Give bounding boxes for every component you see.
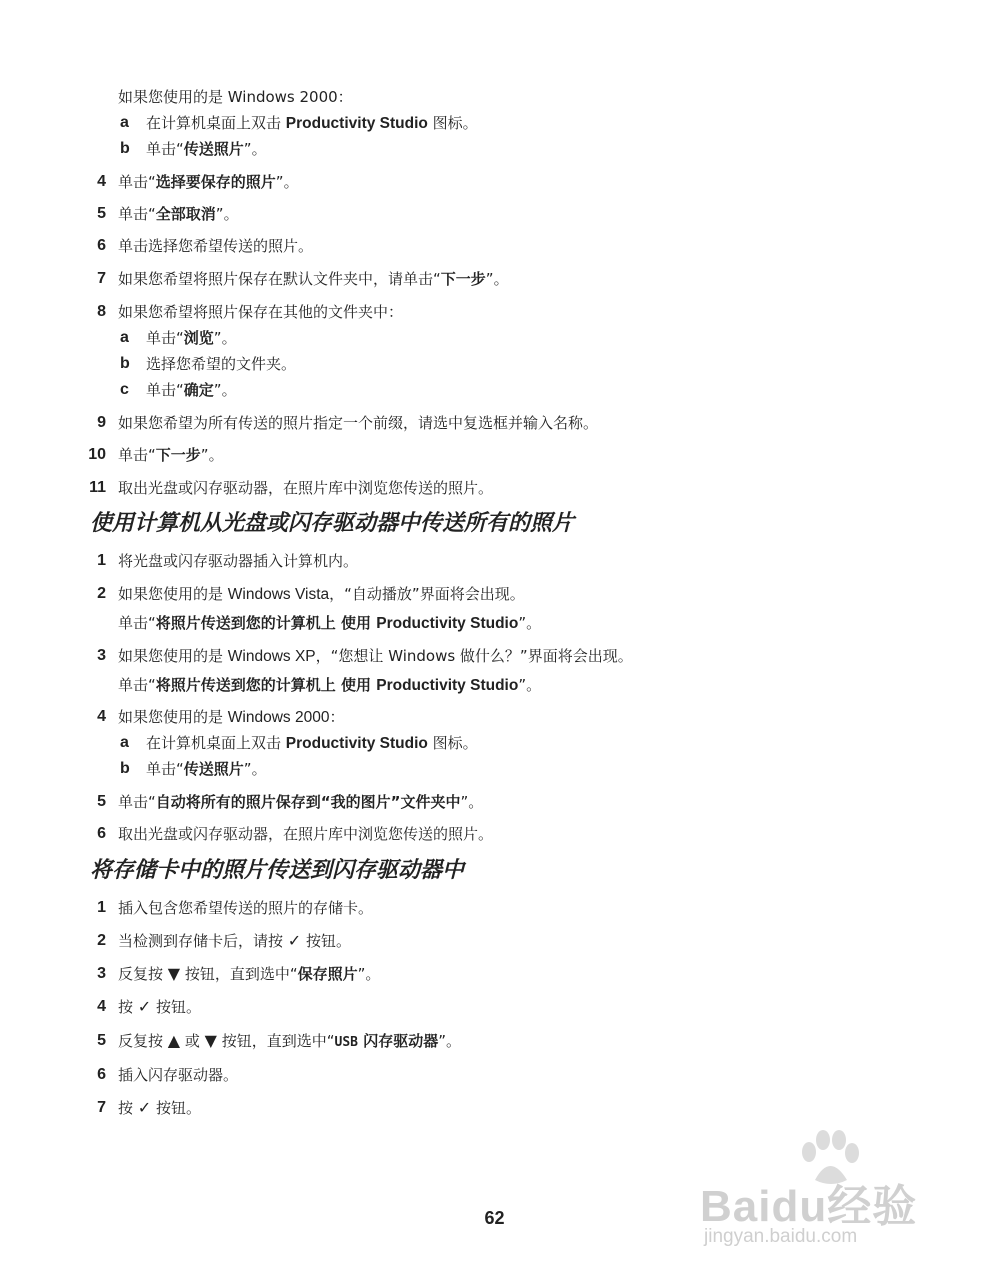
sub-item-text: 选择您希望的文件夹。 — [146, 355, 297, 373]
step-number: 10 — [88, 446, 106, 463]
step-text: 插入包含您希望传送的照片的存储卡。 — [118, 899, 374, 917]
checkmark-icon: ✓ — [287, 931, 302, 950]
sub-letter: a — [120, 734, 129, 751]
step-text: 按 ✓ 按钮。 — [118, 997, 201, 1016]
step-number: 6 — [97, 825, 106, 842]
step-text: 按 ✓ 按钮。 — [118, 1098, 201, 1117]
sub-item-text: 单击“确定”。 — [146, 381, 237, 399]
section-heading: 将存储卡中的照片传送到闪存驱动器中 — [90, 858, 465, 883]
step-text: 插入闪存驱动器。 — [118, 1066, 239, 1084]
step-number: 8 — [97, 303, 106, 320]
step-text: 如果您使用的是 Windows XP，“您想让 Windows 做什么？”界面将会出现。 — [118, 647, 633, 665]
step-text: 取出光盘或闪存驱动器，在照片库中浏览您传送的照片。 — [118, 825, 494, 843]
sub-letter: b — [120, 140, 130, 157]
step-number: 9 — [97, 414, 106, 431]
win2000-intro: 如果您使用的是 Windows 2000： — [118, 88, 353, 106]
section-heading: 使用计算机从光盘或闪存驱动器中传送所有的照片 — [90, 511, 575, 536]
step-number: 7 — [97, 270, 106, 287]
step-text: 当检测到存储卡后，请按 ✓ 按钮。 — [118, 931, 351, 950]
step-text: 如果您使用的是 Windows 2000： — [118, 708, 345, 726]
step-number: 5 — [97, 205, 106, 222]
step-number: 6 — [97, 1066, 106, 1083]
step-text: 反复按 ▲ 或 ▼ 按钮，直到选中“USB 闪存驱动器”。 — [118, 1031, 461, 1050]
watermark-brand: Baidu经验 — [700, 1182, 918, 1231]
step-number: 1 — [97, 899, 106, 916]
baidu-jingyan-watermark — [700, 1130, 940, 1250]
step-number: 2 — [97, 932, 106, 949]
sub-letter: b — [120, 355, 130, 372]
step-number: 4 — [97, 708, 106, 725]
step-text: 如果您希望将照片保存在默认文件夹中，请单击“下一步”。 — [118, 270, 509, 288]
step-number: 6 — [97, 237, 106, 254]
step-number: 2 — [97, 585, 106, 602]
sub-item-text: 在计算机桌面上双击 Productivity Studio 图标。 — [146, 114, 478, 132]
sub-item-text: 单击“浏览”。 — [146, 329, 237, 347]
step-text-continued: 单击“将照片传送到您的计算机上 使用 Productivity Studio”。 — [118, 676, 542, 694]
step-number: 3 — [97, 965, 106, 982]
watermark-url: jingyan.baidu.com — [704, 1226, 858, 1247]
step-text: 如果您希望将照片保存在其他的文件夹中： — [118, 303, 404, 321]
down-arrow-icon: ▼ — [167, 964, 181, 983]
checkmark-icon: ✓ — [137, 1098, 152, 1117]
step-text: 单击“全部取消”。 — [118, 205, 239, 223]
step-number: 1 — [97, 552, 106, 569]
step-number: 4 — [97, 998, 106, 1015]
step-number: 5 — [97, 1032, 106, 1049]
step-text: 将光盘或闪存驱动器插入计算机内。 — [118, 552, 359, 570]
sub-letter: a — [120, 114, 129, 131]
step-number: 3 — [97, 647, 106, 664]
up-arrow-icon: ▲ — [167, 1031, 181, 1050]
down-arrow-icon: ▼ — [204, 1031, 217, 1050]
step-text: 如果您使用的是 Windows Vista，“自动播放”界面将会出现。 — [118, 585, 525, 603]
step-text-continued: 单击“将照片传送到您的计算机上 使用 Productivity Studio”。 — [118, 614, 542, 632]
step-text: 如果您希望为所有传送的照片指定一个前缀，请选中复选框并输入名称。 — [118, 414, 599, 432]
step-text: 单击选择您希望传送的照片。 — [118, 237, 314, 255]
step-text: 取出光盘或闪存驱动器，在照片库中浏览您传送的照片。 — [118, 479, 494, 497]
checkmark-icon: ✓ — [137, 997, 152, 1016]
step-text: 单击“自动将所有的照片保存到“我的图片”文件夹中”。 — [118, 793, 484, 811]
sub-item-text: 单击“传送照片”。 — [146, 140, 267, 158]
step-number: 4 — [97, 173, 106, 190]
step-number: 7 — [97, 1099, 106, 1116]
step-text: 单击“下一步”。 — [118, 446, 224, 464]
sub-item-text: 单击“传送照片”。 — [146, 760, 267, 778]
sub-letter: a — [120, 329, 129, 346]
step-text: 单击“选择要保存的照片”。 — [118, 173, 299, 191]
page-number: 62 — [484, 1208, 505, 1228]
sub-letter: c — [120, 381, 129, 398]
step-text: 反复按 ▼ 按钮，直到选中“保存照片”。 — [118, 964, 381, 983]
sub-item-text: 在计算机桌面上双击 Productivity Studio 图标。 — [146, 734, 478, 752]
sub-letter: b — [120, 760, 130, 777]
step-number: 11 — [89, 479, 106, 496]
step-number: 5 — [97, 793, 106, 810]
